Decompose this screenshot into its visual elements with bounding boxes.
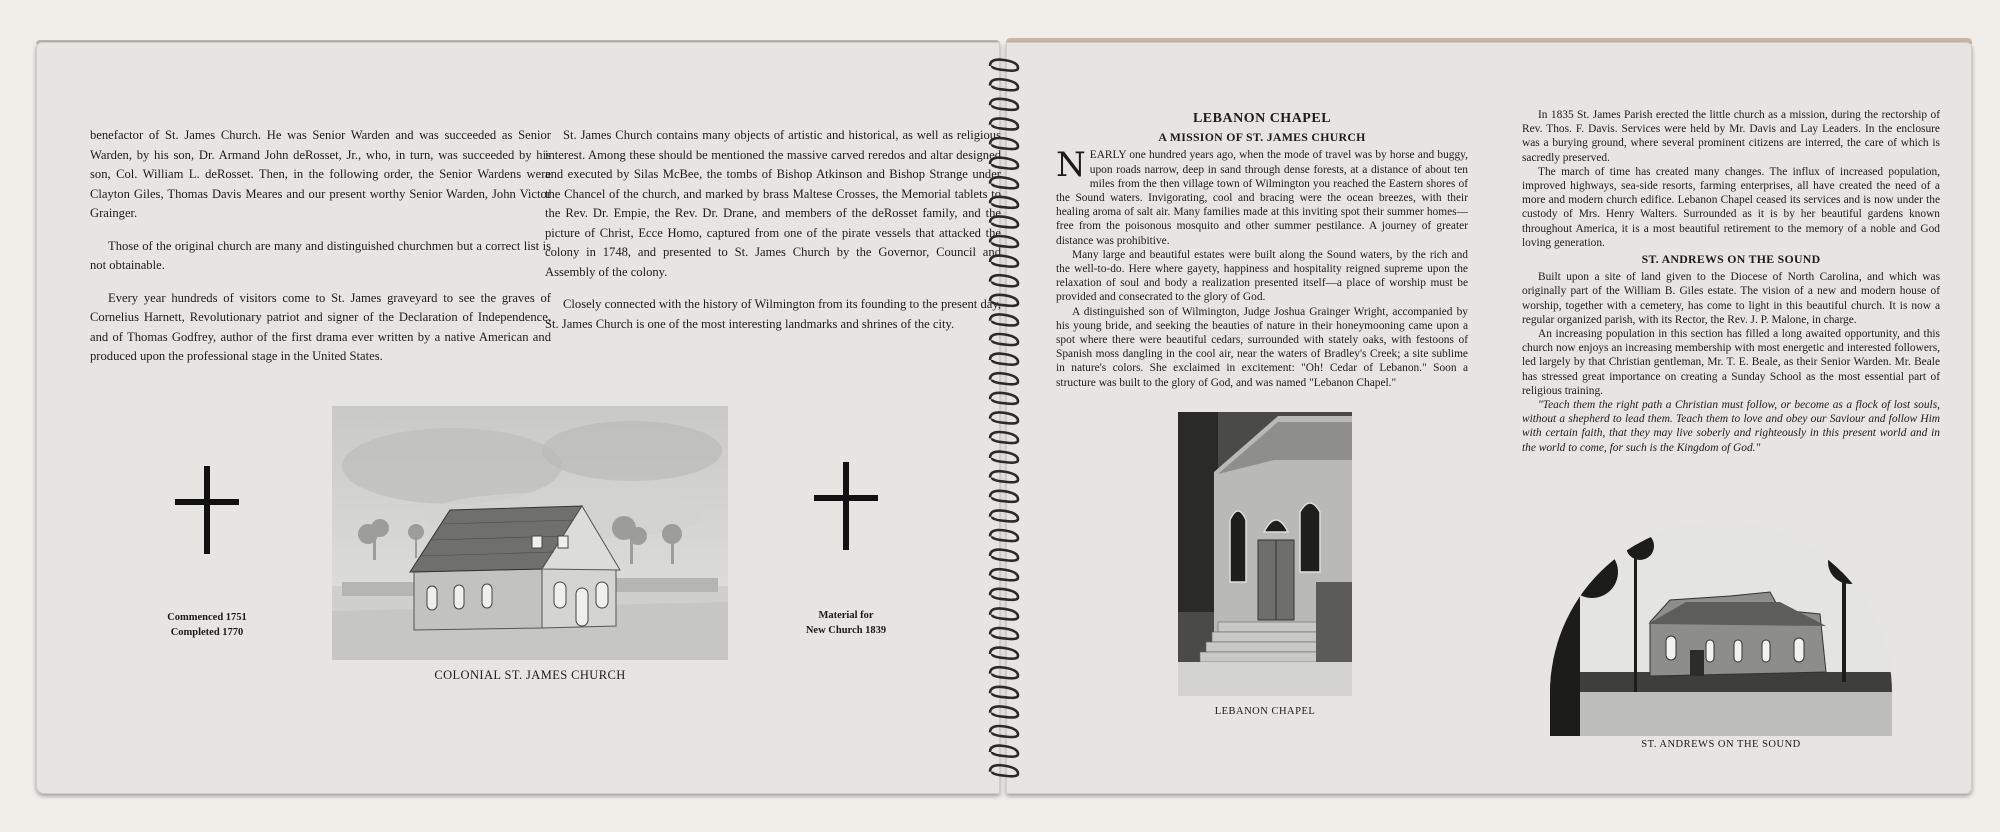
spiral-ring	[990, 393, 1018, 404]
right-column-1	[1056, 112, 1468, 390]
paragraph: Closely connected with the history of Wilmington from its founding to the present day, St. James Church is one of the most interesting landmarks and shrines of the city.	[545, 297, 1001, 331]
paragraph: benefactor of St. James Church. He was Senior Warden and was succeeded as Senior Warden, by his son, Dr. Armand John deRosset, Jr., who, in turn, was succeeded by his son, Col. William L. deRosset. Then, in the following order, the Senior Wardens were Clayton Giles, Thomas Davis Meares and our present worthy Senior Warden, John Victor Grainger.	[90, 128, 551, 220]
spiral-ring	[990, 79, 1018, 90]
paragraph: In 1835 St. James Parish erected the little church as a mission, during the rectorship of Rev. Thos. F. Davis. Services were held by Mr. Davis and Lay Leaders. In the enclosure was a burying ground, where several prominent citizens are interred, the care of which is sacredly preserved.	[1522, 109, 1940, 164]
spiral-ring	[990, 667, 1018, 678]
spiral-ring	[990, 687, 1018, 698]
colonial-church-caption: COLONIAL ST. JAMES CHURCH	[434, 668, 626, 682]
spiral-ring	[990, 60, 1018, 71]
lebanon-chapel-photo	[1178, 412, 1352, 696]
spiral-binding-icon	[986, 54, 1022, 784]
spiral-ring	[990, 314, 1018, 325]
paragraph: St. James Church contains many objects of artistic and historical, as well as religious interest. Among these should be mentioned the massive carved reredos and altar designed and executed by Silas McBee, the tombs of Bishop Atkinson and Bishop Strange under the Chancel of the church, and marked by brass Maltese Crosses, the Memorial tablets to the Rev. Dr. Empie, the Rev. Dr. Drane, and members of the deRosset family, and the picture of Christ, Ecce Homo, captured from one of the pirate vessels that attacked the colony in 1748, and presented to St. James Church by the Governor, Council and Assembly of the colony.	[545, 128, 1001, 279]
spiral-ring	[990, 608, 1018, 619]
spiral-ring	[990, 432, 1018, 443]
right-column-2	[1522, 108, 1940, 455]
spiral-ring	[990, 589, 1018, 600]
spiral-ring	[990, 452, 1018, 463]
page-subtitle: A MISSION OF ST. JAMES CHURCH	[1158, 130, 1366, 145]
spiral-ring	[990, 510, 1018, 521]
caption-line: Material for	[818, 610, 874, 621]
left-column-2	[545, 126, 1001, 347]
paragraph: Every year hundreds of visitors come to St. James graveyard to see the graves of Cornelius Harnett, Revolutionary patriot and signer of the Declaration of Independence, and of Thomas Godfrey, author of the first drama ever written by a native American and produced upon the professional stage in the United States.	[90, 290, 551, 363]
paragraph: Many large and beautiful estates were built along the Sound waters, by the rich and the well-to-do. Here where gayety, happiness and hospitality reigned supreme upon the relaxation of soul and body a realization presented itself—a place of worship must be provided and consecrated to the glory of God.	[1056, 248, 1468, 304]
spiral-ring	[990, 334, 1018, 345]
paragraph: The march of time has created many changes. The influx of increased population, improved highways, sea-side resorts, farming enterprises, all have created the need of a more and modern church edifice. Lebanon Chapel ceased its services and is now under the custody of Mrs. Henry Walters. Surrounded as it is by her beautiful gardens known throughout America, it is a most beautiful retirement to the memory of a noble and God loving generation.	[1522, 165, 1940, 249]
caption-line: New Church 1839	[805, 625, 887, 636]
section-heading: ST. ANDREWS ON THE SOUND	[1641, 252, 1821, 267]
spiral-ring	[990, 530, 1018, 541]
spiral-ring	[990, 471, 1018, 482]
spiral-ring	[990, 158, 1018, 169]
paragraph: Those of the original church are many and distinguished churchmen but a correct list is not obtainable.	[90, 238, 551, 272]
quote: "Teach them the right path a Christian must follow, or become as a flock of lost souls, without a shepherd to lead them. Teach them to love and obey our Saviour and follow Him with certain faith, that they may live soberly and righteously in this present world and in the world to come, for such is the Kingdom of God."	[1522, 399, 1940, 454]
spiral-ring	[990, 177, 1018, 188]
spiral-ring	[990, 373, 1018, 384]
spiral-ring	[990, 197, 1018, 208]
st-andrews-photo	[1550, 522, 1892, 736]
paragraph: Built upon a site of land given to the Diocese of North Carolina, and which was originally part of the William B. Giles estate. The vision of a new and modern house of worship, together with a cemetery, has come to light in this beautiful church. It is now a regular organized parish, with its Rector, the Rev. J. P. Malone, in charge.	[1522, 271, 1940, 326]
cross-right-caption	[786, 608, 906, 638]
spiral-ring	[990, 412, 1018, 423]
cross-icon-left	[175, 466, 239, 554]
spiral-ring	[990, 765, 1018, 776]
spiral-ring	[990, 726, 1018, 737]
spiral-ring	[990, 628, 1018, 639]
right-page	[1006, 42, 1972, 794]
spiral-ring	[990, 118, 1018, 129]
spiral-ring	[990, 354, 1018, 365]
lebanon-chapel-caption: LEBANON CHAPEL	[1214, 706, 1316, 717]
spiral-ring	[990, 216, 1018, 227]
spiral-ring	[990, 295, 1018, 306]
page-title: LEBANON CHAPEL	[1192, 111, 1332, 126]
spiral-ring	[990, 746, 1018, 757]
spiral-ring	[990, 138, 1018, 149]
spiral-ring	[990, 491, 1018, 502]
paragraph-text: EARLY one hundred years ago, when the mode of travel was by horse and buggy, upon roads narrow, deep in sand through dense forests, at a distance of about ten miles from the then village town of Wilmington you reached the Eastern shores of the Sound waters. Invigorating, cool and bracing were the ocean breezes, with their healing aroma of salt air. Many families made at this inviting spot their summer homes—free from the poisonous mosquito and other summer pestilance. A journey of greater distance was prohibitive.	[1056, 149, 1468, 247]
left-column-1	[90, 126, 551, 380]
paragraph: An increasing population in this section has filled a long awaited opportunity, and this church now enjoys an increasing membership with most energetic and interested followers, led largely by that Christian gentleman, Mr. T. E. Beale, as their Senior Warden. Mr. Beale has stressed great importance on creating a Sunday School as the most essential part of religious training.	[1522, 328, 1940, 397]
spiral-ring	[990, 550, 1018, 561]
dropcap: N	[1056, 145, 1086, 186]
st-andrews-caption: ST. ANDREWS ON THE SOUND	[1641, 739, 1801, 750]
spiral-ring	[990, 99, 1018, 110]
spiral-ring	[990, 706, 1018, 717]
colonial-church-illustration	[332, 406, 728, 660]
spiral-ring	[990, 236, 1018, 247]
caption-line: Commenced 1751	[167, 612, 247, 623]
spiral-ring	[990, 275, 1018, 286]
cross-icon-right	[814, 462, 878, 550]
spiral-ring	[990, 648, 1018, 659]
spiral-ring	[990, 256, 1018, 267]
spiral-ring	[990, 569, 1018, 580]
paragraph: A distinguished son of Wilmington, Judge Joshua Grainger Wright, accompanied by his young bride, and seeking the beauties of nature in their honeymooning came upon a spot where there were beautiful cedars, surrounded with stately oaks, with festoons of Spanish moss dangling in the cool air, near the waters of Bradley's Creek; a site sublime in nature's colors. She exclaimed in excitement: "Oh! Cedar of Lebanon." Soon a structure was built to the glory of God, and was named "Lebanon Chapel."	[1056, 305, 1468, 389]
left-page	[36, 42, 1000, 794]
cross-left-caption	[144, 610, 270, 640]
paragraph	[1056, 145, 1468, 247]
caption-line: Completed 1770	[170, 627, 244, 638]
